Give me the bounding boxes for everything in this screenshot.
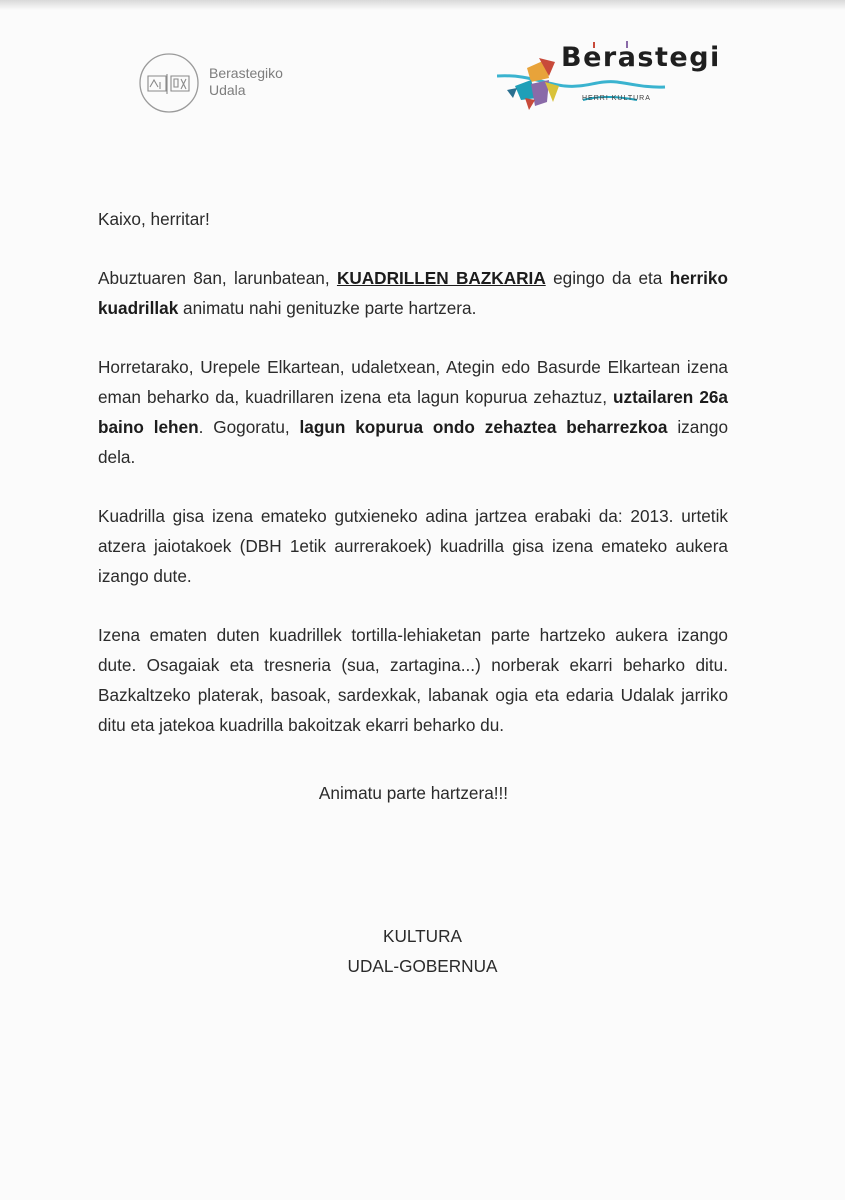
greeting: Kaixo, herritar! [98, 209, 210, 229]
signature-line2: UDAL-GOBERNUA [347, 956, 498, 976]
paragraph-age-requirement: Kuadrilla gisa izena emateko gutxieneko adina jartzea erabaki da: 2013. urtetik atzera jaiotakoek (DBH 1etik aurrerakoek) kuadrilla gisa izena emateko aukera izango dute. [98, 506, 728, 586]
brand-name: Berastegi [561, 42, 721, 73]
municipality-name-line1: Berastegiko [209, 65, 283, 81]
event-name: KUADRILLEN BAZKARIA [336, 268, 546, 288]
paragraph-registration [98, 352, 728, 472]
text: . Gogoratu, [198, 417, 300, 437]
municipality-seal-icon [138, 52, 200, 114]
paragraph-invitation [98, 263, 728, 323]
signature-line1: KULTURA [383, 926, 462, 946]
text: izango dela. [98, 417, 729, 467]
closing-line: Animatu parte hartzera!!! [318, 783, 509, 803]
municipality-name-line2: Udala [209, 82, 246, 98]
municipality-name [209, 65, 283, 99]
text: Horretarako, Urepele Elkartean, udaletxean, Ategin edo Basurde Elkartean izena eman beharko da, kuadrillaren izena eta lagun kopurua zehaztuz, [98, 357, 728, 407]
deadline: uztailaren 26a baino lehen [98, 387, 728, 437]
letter-body [98, 204, 728, 769]
brand-tagline: HERRI KULTURA [582, 95, 651, 102]
emphasis: herriko kuadrillak [98, 268, 728, 318]
paragraph-contest: Izena ematen duten kuadrillek tortilla-lehiaketan parte hartzeko aukera izango dute. Osagaiak eta tresneria (sua, zartagina...) norberak ekarri beharko ditu. Bazkaltzeko platerak, basoak, sardexkak, labanak ogia eta edaria Udalak jarriko ditu eta jatekoa kuadrilla bakoitzak ekarri beharko du. [98, 625, 728, 735]
text: egingo da eta [545, 268, 670, 288]
text: Abuztuaren 8an, larunbatean, [98, 268, 337, 288]
letterhead [0, 0, 845, 140]
signature-block [0, 921, 845, 981]
text: animatu nahi genituzke parte hartzera. [178, 298, 477, 318]
emphasis: lagun kopurua ondo zehaztea beharrezkoa [299, 417, 668, 437]
